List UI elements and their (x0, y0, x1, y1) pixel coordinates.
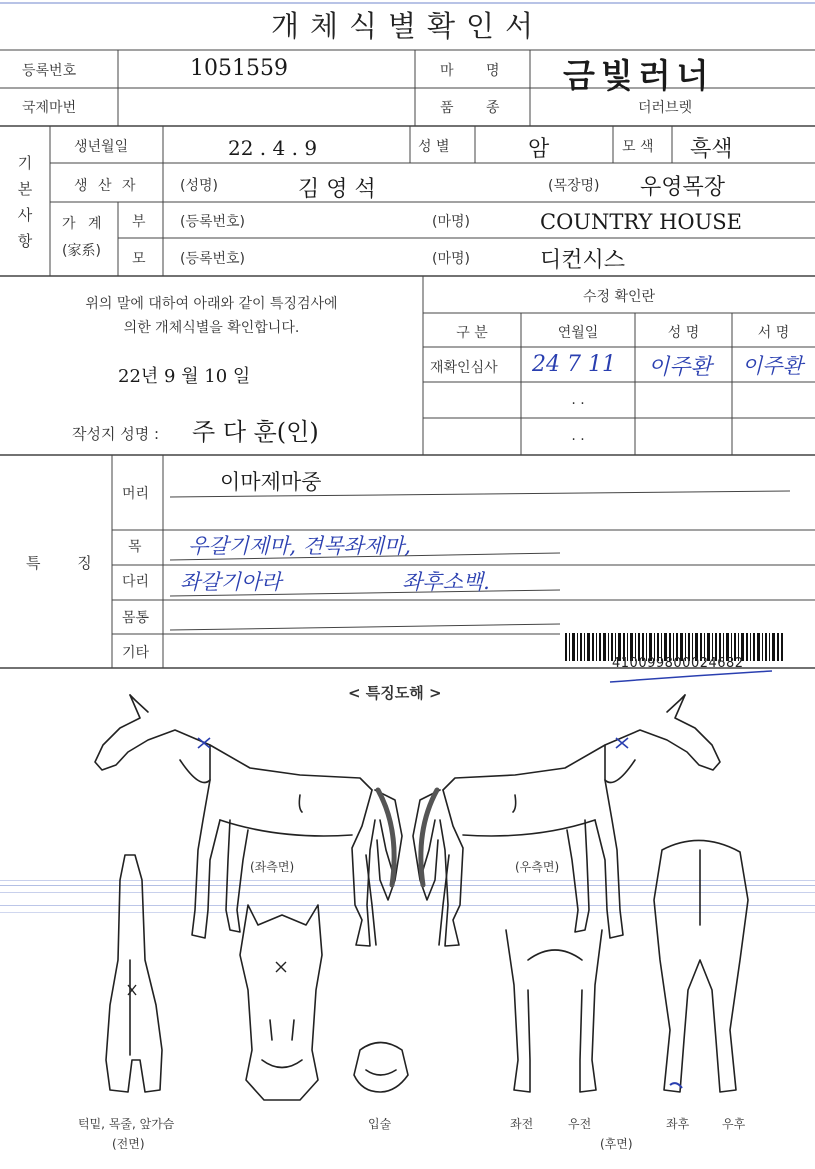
sex-label: 성 별 (418, 139, 450, 155)
horse-left-side-figure (95, 695, 402, 946)
sex-value: 암 (528, 137, 550, 162)
feature-label-legs: 다리 (122, 574, 150, 590)
breed-value: 더러브렛 (638, 100, 693, 116)
lineage-hanja: (家系) (62, 243, 101, 259)
sire-label: 부 (132, 214, 146, 230)
breeder-label: 생 산 자 (74, 178, 139, 194)
revision-header-type: 구 분 (456, 325, 488, 341)
sire-name-label: (마명) (432, 214, 470, 230)
lineage-label: 가 계 (62, 216, 106, 232)
reg-no-value: 1051559 (190, 56, 288, 81)
birth-value: 22 . 4 . 9 (228, 136, 318, 160)
feature-value-neck: 우갈기제마, 견목좌제마, (188, 534, 411, 558)
feature-value-legs: 좌갈기아라 (180, 570, 282, 594)
author-value: 주 다 훈(인) (192, 418, 319, 446)
revision-row-sign: 이주환 (742, 354, 803, 378)
horse-head-figure (240, 905, 322, 1100)
hind-left-caption: 좌후 (666, 1117, 690, 1131)
muzzle-caption: 입술 (368, 1117, 392, 1131)
color-value: 흑색 (690, 137, 733, 162)
breeder-name-value: 김 영 석 (298, 177, 376, 202)
dam-name-label: (마명) (432, 251, 470, 267)
revision-row-name: 이주환 (648, 355, 712, 380)
confirm-date: 22년 9 월 10 일 (118, 366, 251, 387)
birth-label: 생년월일 (74, 139, 129, 155)
feature-label-other: 기타 (122, 645, 150, 661)
horse-name-label: 마 명 (440, 63, 514, 79)
breed-label: 품 종 (440, 100, 514, 116)
horse-rear-figure (654, 840, 748, 1092)
sire-reg-label: (등록번호) (180, 214, 246, 230)
revision-row-date-blank: . . (571, 392, 585, 408)
intl-no-label: 국제마번 (22, 100, 77, 116)
fore-right-caption: 우전 (568, 1117, 592, 1131)
sire-name-value: COUNTRY HOUSE (540, 210, 743, 234)
horse-right-side-figure (413, 695, 720, 946)
horse-name-value: 금빛러너 (563, 56, 715, 95)
document-title: 개체식별확인서 (270, 9, 545, 43)
features-section-label: 특 징 (26, 554, 108, 572)
horse-front-figure (106, 855, 162, 1092)
statement-line2: 의한 개체식별을 확인합니다. (123, 320, 300, 336)
revision-header-date: 연월일 (557, 325, 599, 341)
horse-muzzle-figure (354, 1043, 408, 1093)
front-sub: (전면) (112, 1137, 145, 1151)
diagram-title: < 특징도해 > (348, 684, 442, 702)
horse-forelegs-figure (506, 930, 602, 1092)
fore-left-caption: 좌전 (510, 1117, 534, 1131)
barcode-number: 410099800024682 (612, 656, 744, 671)
author-label: 작성지 성명 : (72, 425, 160, 443)
feature-value-legs-2: 좌후소백. (402, 570, 490, 594)
feature-label-neck: 목 (128, 539, 142, 555)
dam-reg-label: (등록번호) (180, 251, 246, 267)
front-caption: 턱밑, 목줄, 앞가슴 (78, 1117, 175, 1131)
revision-title: 수정 확인란 (582, 289, 656, 305)
revision-header-sign: 서 명 (757, 325, 790, 341)
feature-value-head: 이마제마중 (220, 470, 322, 494)
feature-label-head: 머리 (122, 486, 150, 502)
feature-label-body: 몸통 (122, 610, 150, 626)
breeder-name-label: (성명) (180, 178, 218, 194)
revision-header-name: 성 명 (667, 325, 700, 341)
revision-row-date: 24 7 11 (532, 352, 616, 377)
color-label: 모 색 (622, 139, 654, 155)
rear-sub: (후면) (600, 1137, 633, 1151)
reg-no-label: 등록번호 (22, 63, 77, 79)
farm-label: (목장명) (548, 178, 600, 194)
dam-label: 모 (132, 251, 146, 267)
left-side-label: (좌측면) (250, 860, 295, 874)
revision-row-date-blank: . . (571, 428, 585, 444)
farm-value: 우영목장 (640, 175, 726, 200)
revision-row-type: 재확인심사 (430, 360, 498, 376)
dam-name-value: 디컨시스 (540, 248, 626, 273)
basic-section-label: 기본사항 (17, 154, 33, 250)
statement-line1: 위의 말에 대하여 아래와 같이 특징검사에 (85, 296, 338, 312)
right-side-label: (우측면) (515, 860, 560, 874)
hind-right-caption: 우후 (722, 1117, 746, 1131)
